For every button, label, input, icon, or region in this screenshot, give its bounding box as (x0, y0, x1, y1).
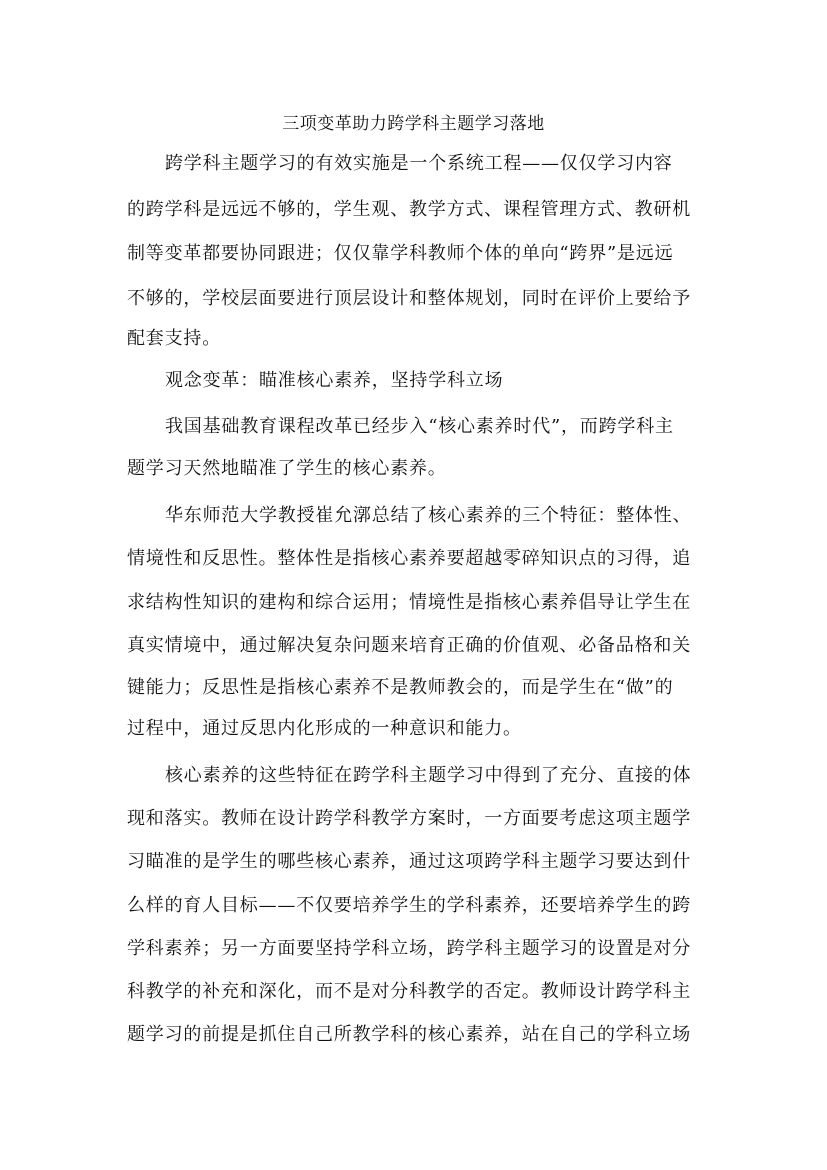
text-line: 题学习的前提是抓住自己所教学科的核心素养，站在自己的学科立场 (127, 1024, 691, 1045)
text-line: 核心素养的这些特征在跨学科主题学习中得到了充分、直接的体 (165, 765, 692, 786)
document-title: 三项变革助力跨学科主题学习落地 (282, 114, 545, 134)
text-line: 现和落实。教师在设计跨学科教学方案时，一方面要考虑这项主题学 (127, 808, 691, 829)
text-line: 习瞄准的是学生的哪些核心素养，通过这项跨学科主题学习要达到什 (127, 851, 691, 872)
text-line: 的跨学科是远远不够的，学生观、教学方式、课程管理方式、教研机 (127, 199, 691, 220)
text-line: 我国基础教育课程改革已经步入“核心素养时代”，而跨学科主 (165, 416, 674, 437)
text-line: 跨学科主题学习的有效实施是一个系统工程——仅仅学习内容 (165, 153, 673, 174)
section-heading: 观念变革：瞄准核心素养，坚持学科立场 (165, 370, 504, 391)
text-line: 么样的育人目标——不仅要培养学生的学科素养，还要培养学生的跨 (127, 895, 691, 916)
text-line: 情境性和反思性。整体性是指核心素养要超越零碎知识点的习得，追 (127, 548, 691, 569)
text-line: 华东师范大学教授崔允漷总结了核心素养的三个特征：整体性、 (165, 505, 692, 526)
text-line: 科教学的补充和深化，而不是对分科教学的否定。教师设计跨学科主 (127, 981, 691, 1002)
text-line: 真实情境中，通过解决复杂问题来培育正确的价值观、必备品格和关 (127, 635, 691, 656)
text-line: 不够的，学校层面要进行顶层设计和整体规划，同时在评价上要给予 (127, 288, 691, 309)
text-line: 学科素养；另一方面要坚持学科立场，跨学科主题学习的设置是对分 (127, 938, 691, 959)
text-line: 键能力；反思性是指核心素养不是教师教会的，而是学生在“做”的 (127, 677, 674, 698)
text-line: 求结构性知识的建构和综合运用；情境性是指核心素养倡导让学生在 (127, 592, 691, 613)
text-line: 题学习天然地瞄准了学生的核心素养。 (127, 458, 447, 479)
text-line: 制等变革都要协同跟进；仅仅靠学科教师个体的单向“跨界”是远远 (127, 243, 674, 264)
text-line: 过程中，通过反思内化形成的一种意识和能力。 (127, 718, 522, 739)
text-line: 配套支持。 (127, 328, 221, 349)
